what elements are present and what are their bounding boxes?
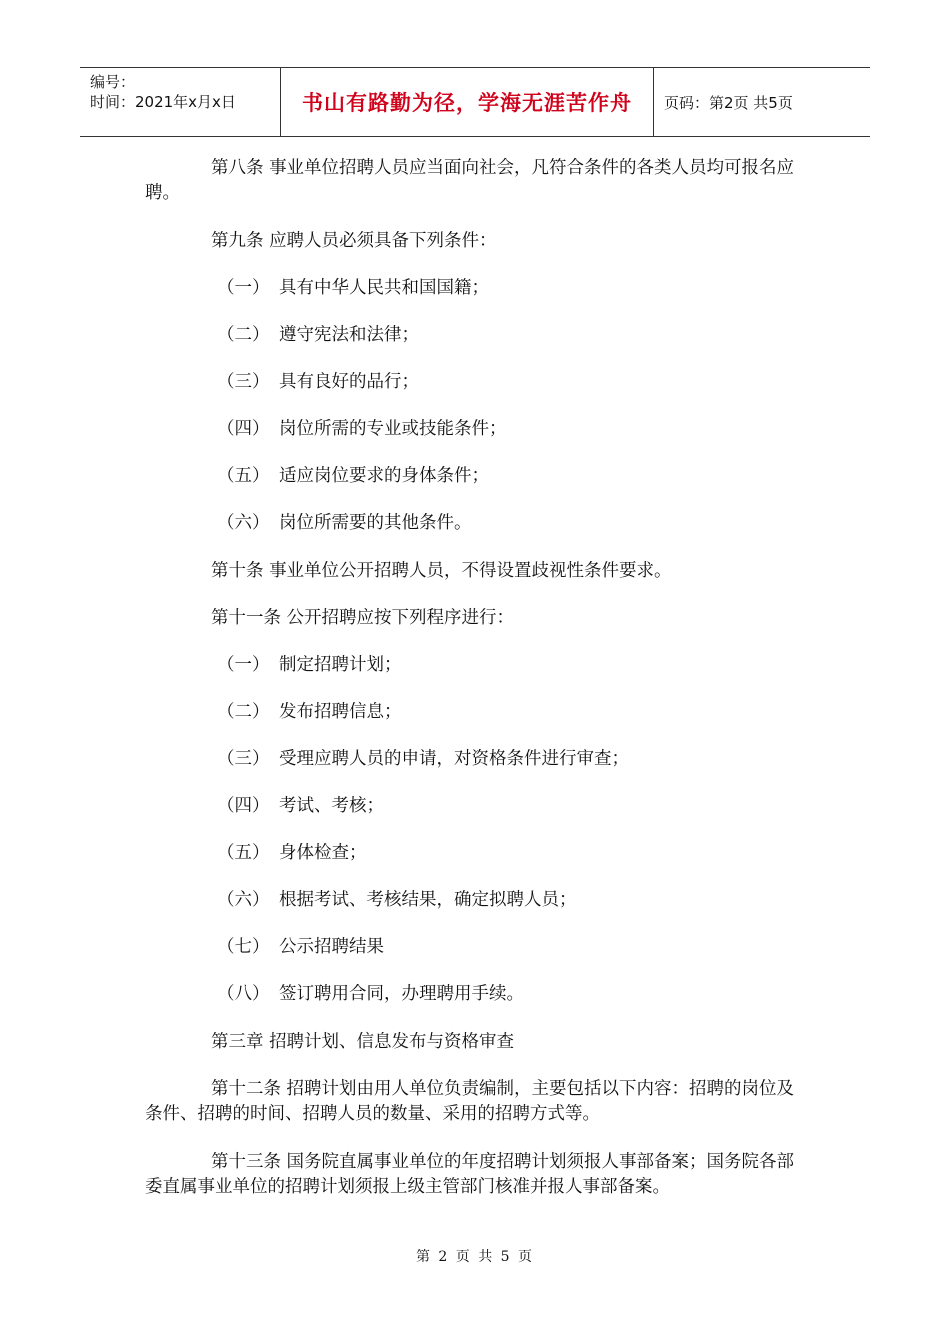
list-item-text: 考试、考核； [279,796,384,816]
paragraph: 第十二条 招聘计划由用人单位负责编制，主要包括以下内容：招聘的岗位及条件、招聘的时间、招聘人员的数量、采用的招聘方式等。 [145,1079,795,1124]
list-item-number: （五） [217,466,270,486]
paragraph: 第三章 招聘计划、信息发布与资格审查 [211,1032,515,1052]
header-slogan: 书山有路勤为径，学海无涯苦作舟 [280,68,654,136]
list-item [145,747,877,772]
paragraph: 第十条 事业单位公开招聘人员，不得设置歧视性条件要求。 [211,561,672,581]
list-item-text: 受理应聘人员的申请，对资格条件进行审查； [279,749,629,769]
list-item-text: 根据考试、考核结果，确定拟聘人员； [279,890,577,910]
list-item-number: （六） [217,513,270,533]
document-time-label: 时间：2021年x月x日 [90,93,236,111]
list-item-number: （三） [217,372,270,392]
list-item [145,370,877,395]
list-item-number: （二） [217,702,270,722]
paragraph: 第十一条 公开招聘应按下列程序进行： [211,608,515,628]
list-item-text: 具有良好的品行； [279,372,419,392]
list-item [145,841,877,866]
list-item-text: 身体检查； [279,843,367,863]
header-page-info: 页码：第2页 共5页 [664,93,793,112]
list-item-text: 岗位所需的专业或技能条件； [279,419,507,439]
list-item-number: （四） [217,419,270,439]
document-number-label: 编号： [90,73,136,91]
list-item [145,888,877,913]
paragraph: 第九条 应聘人员必须具备下列条件： [211,231,497,251]
list-item [145,982,877,1007]
list-item-number: （一） [217,278,270,298]
paragraph: 第八条 事业单位招聘人员应当面向社会，凡符合条件的各类人员均可报名应聘。 [145,158,795,203]
list-item [145,653,877,678]
list-item [145,464,877,489]
list-item-number: （三） [217,749,270,769]
list-item-number: （一） [217,655,270,675]
list-item [145,935,877,960]
list-item [145,794,877,819]
list-item-text: 公示招聘结果 [279,937,384,957]
list-item [145,323,877,348]
list-item-number: （七） [217,937,270,957]
header-meta [80,68,280,136]
list-item [145,276,877,301]
list-item [145,700,877,725]
paragraph: 第十三条 国务院直属事业单位的年度招聘计划须报人事部备案；国务院各部委直属事业单位的招聘计划须报上级主管部门核准并报人事部备案。 [145,1152,795,1197]
list-item-number: （六） [217,890,270,910]
list-item-text: 适应岗位要求的身体条件； [279,466,489,486]
list-item [145,511,877,536]
list-item-number: （四） [217,796,270,816]
list-item-number: （二） [217,325,270,345]
list-item-text: 制定招聘计划； [279,655,402,675]
list-item-text: 具有中华人民共和国国籍； [279,278,489,298]
list-item-text: 发布招聘信息； [279,702,402,722]
page-header [80,67,870,137]
page-footer: 第 2 页 共 5 页 [415,1249,535,1265]
list-item-number: （八） [217,984,270,1004]
list-item-text: 签订聘用合同，办理聘用手续。 [279,984,524,1004]
list-item-number: （五） [217,843,270,863]
list-item-text: 遵守宪法和法律； [279,325,419,345]
list-item [145,417,877,442]
list-item-text: 岗位所需要的其他条件。 [279,513,472,533]
